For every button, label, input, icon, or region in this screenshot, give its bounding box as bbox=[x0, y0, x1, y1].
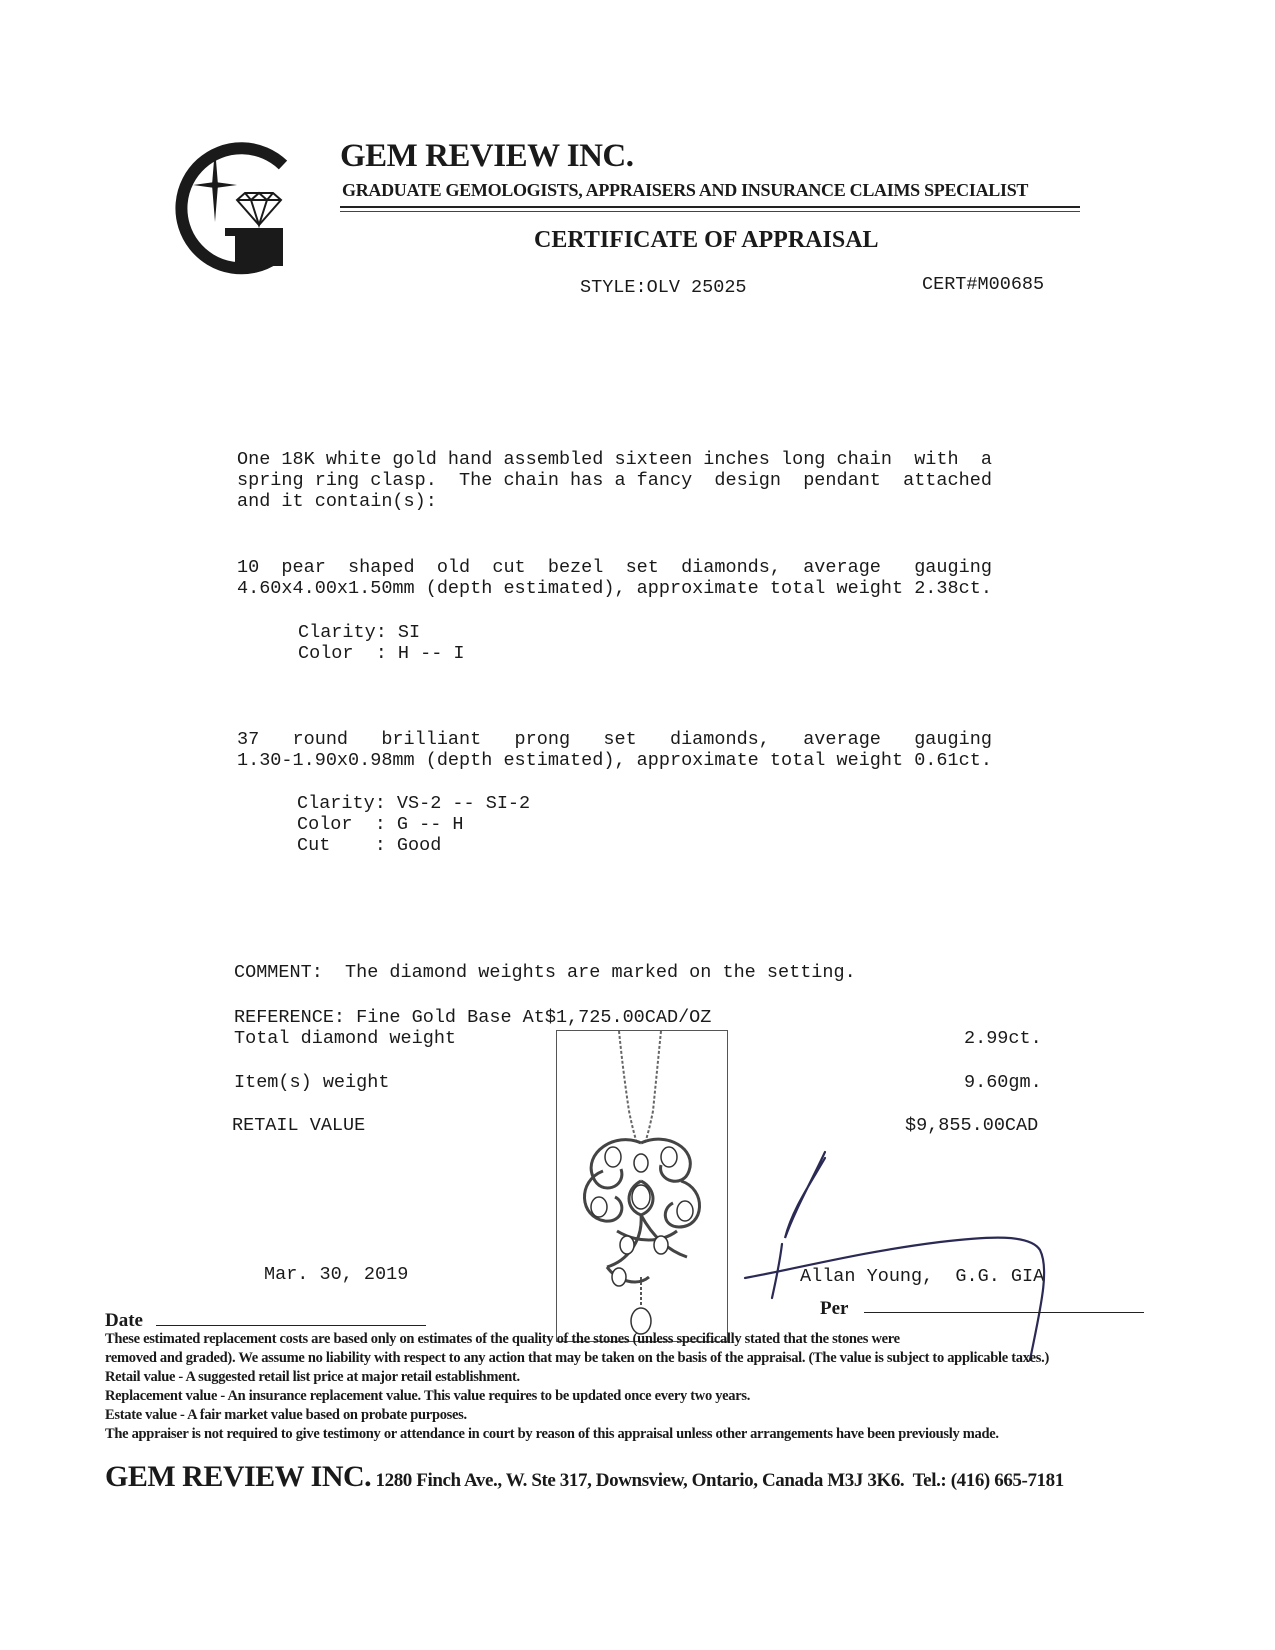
stone-color: Color : G -- H bbox=[297, 814, 464, 835]
header-divider-thin bbox=[340, 211, 1080, 212]
description-line: and it contain(s): bbox=[237, 491, 437, 512]
per-signature-line bbox=[864, 1312, 1144, 1313]
disclaimer-line: Estate value - A fair market value based on probate purposes. bbox=[105, 1407, 467, 1423]
certificate-title: CERTIFICATE OF APPRAISAL bbox=[534, 227, 879, 253]
footer bbox=[105, 1460, 1064, 1494]
disclaimer-line: Replacement value - An insurance replacement value. This value requires to be updated once every two years. bbox=[105, 1388, 751, 1404]
total-diamond-weight-value: 2.99ct. bbox=[964, 1028, 1042, 1049]
gem-g-logo-icon bbox=[165, 140, 300, 275]
disclaimer-line: These estimated replacement costs are based only on estimates of the quality of the stones (unless specifically stated that the stones were bbox=[105, 1331, 900, 1347]
pendant-image-icon bbox=[557, 1031, 727, 1341]
pendant-photo bbox=[556, 1030, 728, 1342]
disclaimer-line: The appraiser is not required to give testimony or attendance in court by reason of this appraisal unless other arrangements have been previously made. bbox=[105, 1426, 999, 1442]
disclaimer-line: Retail value - A suggested retail list price at major retail establishment. bbox=[105, 1369, 520, 1385]
date-label: Date bbox=[105, 1310, 143, 1331]
disclaimer-line: removed and graded). We assume no liability with respect to any action that may be taken on the basis of the appraisal. (The value is subject to applicable taxes.) bbox=[105, 1350, 1049, 1366]
retail-value: $9,855.00CAD bbox=[905, 1115, 1039, 1136]
style-number: STYLE:OLV 25025 bbox=[580, 277, 747, 298]
description-line: spring ring clasp. The chain has a fancy design pendant attached bbox=[237, 470, 992, 491]
total-diamond-weight-label: Total diamond weight bbox=[234, 1028, 457, 1049]
footer-company-name: GEM REVIEW INC. bbox=[105, 1460, 372, 1493]
stone-description-line: 37 round brilliant prong set diamonds, average gauging bbox=[237, 729, 992, 750]
company-logo bbox=[165, 140, 300, 275]
description-line: One 18K white gold hand assembled sixteen inches long chain with a bbox=[237, 449, 992, 470]
footer-address: 1280 Finch Ave., W. Ste 317, Downsview, Ontario, Canada M3J 3K6. Tel.: (416) 665-7181 bbox=[371, 1470, 1064, 1491]
stone-clarity: Clarity: VS-2 -- SI-2 bbox=[297, 793, 531, 814]
stone-description-line: 4.60x4.00x1.50mm (depth estimated), approximate total weight 2.38ct. bbox=[237, 578, 992, 599]
stone-description-line: 10 pear shaped old cut bezel set diamonds, average gauging bbox=[237, 557, 992, 578]
stone-description-line: 1.30-1.90x0.98mm (depth estimated), approximate total weight 0.61ct. bbox=[237, 750, 992, 771]
retail-value-label: RETAIL VALUE bbox=[232, 1115, 366, 1136]
reference: REFERENCE: Fine Gold Base At$1,725.00CAD/OZ bbox=[234, 1007, 712, 1028]
date-signature-line bbox=[156, 1325, 426, 1326]
stone-cut: Cut : Good bbox=[297, 835, 442, 856]
appraiser-name: Allan Young, G.G. GIA bbox=[800, 1266, 1045, 1287]
company-name: GEM REVIEW INC. bbox=[340, 138, 634, 174]
per-label: Per bbox=[820, 1298, 849, 1319]
comment: COMMENT: The diamond weights are marked on the setting. bbox=[234, 962, 856, 983]
company-tagline: GRADUATE GEMOLOGISTS, APPRAISERS AND INSURANCE CLAIMS SPECIALIST bbox=[342, 180, 1029, 200]
stone-clarity: Clarity: SI bbox=[298, 622, 421, 643]
disclaimer bbox=[105, 1330, 1205, 1444]
appraisal-date: Mar. 30, 2019 bbox=[264, 1264, 409, 1285]
header-divider bbox=[340, 206, 1080, 208]
item-weight-value: 9.60gm. bbox=[964, 1072, 1042, 1093]
item-weight-label: Item(s) weight bbox=[234, 1072, 390, 1093]
stone-color: Color : H -- I bbox=[298, 643, 465, 664]
cert-number: CERT#M00685 bbox=[922, 274, 1045, 295]
